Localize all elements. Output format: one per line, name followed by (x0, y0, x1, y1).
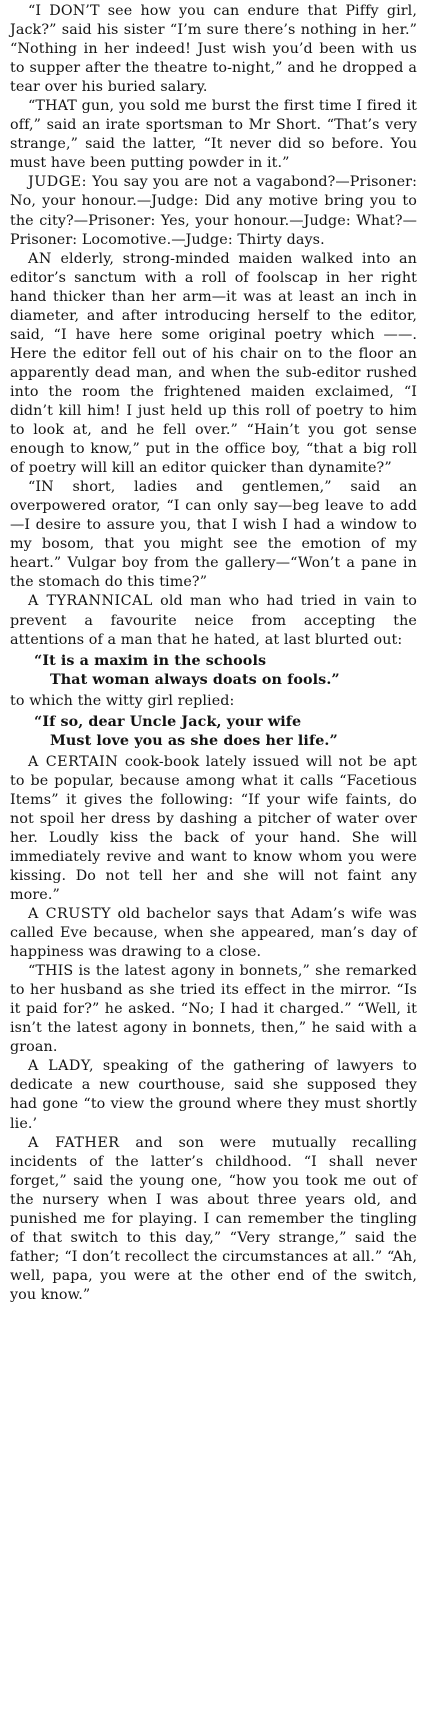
verse-line: That woman always doats on fools.” (50, 671, 340, 688)
joke-crusty-bachelor (10, 905, 417, 962)
joke-text: said an overpowered orator, “I can only say—beg leave to add—I desire to assure you, that I wish I had a window to my bosom, that you might see the emotion of my heart.” Vulgar boy from the gallery—“Won’t a pane in the stomach do this time?” (10, 479, 417, 591)
joke-text: time I fired it off,” said an irate sportsman to Mr Short. “That’s very strange,” said the latter, “It never did so before. You must have been putting powder in it.” (10, 98, 417, 172)
verse-reply (34, 713, 417, 751)
joke-lead: A LADY, (28, 1058, 95, 1075)
joke-judge (10, 173, 417, 249)
joke-text: she remarked to her husband as she tried its effect in the mirror. “Is it paid for?” he asked. “No; I had it charged.” “Well, it isn’t the latest agony in bonnets, then,” he said with a groan. (10, 963, 417, 1056)
joke-cook-book (10, 753, 417, 905)
joke-lead: AN (28, 250, 52, 267)
joke-tyrannical (10, 592, 417, 649)
joke-gun (10, 97, 417, 173)
joke-lead: A CRUSTY (28, 906, 112, 923)
joke-text: You say you are not a vagabond?—Prisoner: No, your honour.—Judge: Did any motive bring you to the city?—Prisoner: Yes, your honour.—Judge: What?—Prisoner: Locomotive.—Judge: Thirty days. (10, 174, 417, 248)
verse-line: “It is a maxim in the schools (34, 652, 267, 669)
joke-text: old man who had tried in vain to prevent a favourite neice from accepting the attentions of a man that he hated, at last blurted out: (10, 593, 417, 648)
joke-text: “I DON’T see how you can endure that Piffy girl, Jack?” said his sister “I’m sure there’s nothing in her.” “Nothing in her indeed! Just wish you’d been with us to supper after the theatre to-night,” and he dropped a tear over his buried salary. (10, 3, 417, 96)
joke-text: cook-book lately issued will not be apt to be popular, because among what it calls “Facetious Items” it gives the following: “If your wife faints, do not spoil her dress by dashing a pitcher of water over her. Loudly kiss the back of your hand. She will immediately revive and want to know whom you were kissing. Do not tell her and she will not faint any more.” (10, 753, 417, 903)
joke-lead: A TYRANNICAL (28, 593, 153, 610)
verse-line: “If so, dear Uncle Jack, your wife (34, 713, 302, 730)
joke-orator (10, 478, 417, 592)
joke-lady-lawyers (10, 1057, 417, 1133)
verse-intro: to which the witty girl replied: (10, 692, 235, 709)
joke-lead: “THAT gun, you sold me burst the first (28, 98, 315, 115)
joke-text: and son were mutually recalling incidents of the latter’s childhood. “I shall never forget,” said the young one, “how you took me out of the nursery when I was about three years old, and punished me for playing. I can remember the tingling of that switch to this day,” “Very strange,” said the father; “I don’t recollect the circumstances at all.” “Ah, well, papa, you were at the other end of the switch, you know.” (10, 1134, 417, 1303)
joke-lead: “THIS is the latest agony in bonnets,” (28, 963, 310, 980)
joke-text: old bachelor says that Adam’s wife was called Eve because, when she appeared, man’s day of happiness was drawing to a close. (10, 906, 417, 961)
joke-text: elderly, strong-minded maiden walked into an editor’s sanctum with a roll of foolscap in her right hand thicker than her arm—it was at least an inch in diameter, and after introducing herself to the editor, said, “I have here some original poetry which ——. Here the editor fell out of his chair on to the floor an apparently dead man, and when the sub-editor rushed into the room the frightened maiden exclaimed, “I didn’t kill him! I just held up this roll of poetry to him to look at, and he fell over.” “Hain’t you got sense enough to know,” put in the office boy, “that a big roll of poetry will kill an editor quicker than dynamite?” (10, 250, 417, 477)
joke-piffy-girl (10, 2, 417, 97)
joke-maiden-poetry (10, 250, 417, 479)
joke-father-son (10, 1134, 417, 1305)
verse-uncle (34, 652, 417, 690)
joke-lead: A FATHER (28, 1134, 120, 1151)
joke-text: speaking of the gathering of lawyers to dedicate a new courthouse, said she supposed they had gone “to view the ground where they must shortly lie.’ (10, 1058, 418, 1132)
joke-lead: “IN short, ladies and gentlemen,” (28, 479, 332, 496)
joke-lead: A CERTAIN (28, 753, 119, 770)
verse-line: Must love you as she does her life.” (50, 732, 338, 749)
joke-bonnets (10, 962, 417, 1057)
joke-lead: JUDGE: (28, 174, 87, 191)
